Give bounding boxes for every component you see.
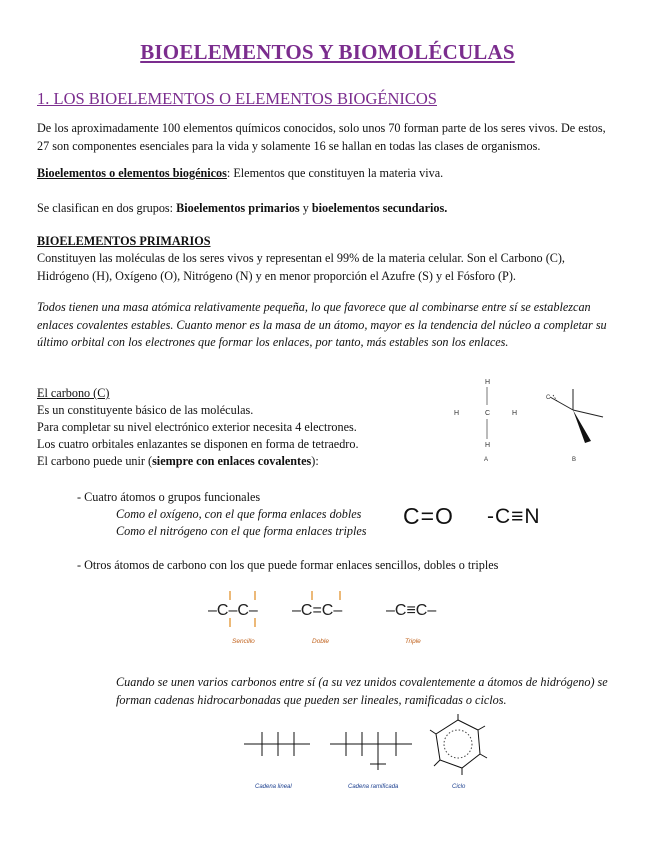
carbono-line-1: Es un constituyente básico de las moléculas. — [37, 403, 254, 417]
double-bond-formula: –C=C– — [292, 602, 343, 619]
definition-paragraph — [37, 165, 617, 183]
hydrocarbon-chains-figure — [240, 712, 500, 794]
triple-bond-label: Triple — [405, 638, 421, 645]
primarios-heading: BIOELEMENTOS PRIMARIOS — [37, 234, 211, 248]
carbono-line-4-bold: siempre con enlaces covalentes — [152, 454, 312, 468]
linear-chain — [244, 732, 310, 756]
groups-secondary: bioelementos secundarios. — [311, 201, 448, 215]
carbono-line-2: Para completar su nivel electrónico exterior necesita 4 electrones. — [37, 420, 357, 434]
linear-chain-label: Cadena lineal — [255, 784, 292, 790]
carbono-line-4-end: ): — [311, 454, 319, 468]
carbon-bonds-figure — [200, 585, 460, 647]
double-bond-label: Doble — [312, 638, 329, 645]
triple-bond-formula: –C≡C– — [386, 602, 437, 619]
tetra-3d-c: C — [546, 395, 551, 401]
groups-intro: Se clasifican en dos grupos: — [37, 201, 177, 215]
tetra-h-top: H — [485, 379, 491, 386]
tetra-c: C — [485, 410, 491, 417]
chains-paragraph: Cuando se unen varios carbonos entre sí (a su vez unidos covalentemente a átomos de hidrógeno) se forman cadenas hidrocarbonadas que pueden ser lineales, ramificadas o ciclos. — [116, 675, 608, 707]
groups-primary: Bioelementos primarios — [176, 201, 300, 215]
definition-term: Bioelementos o elementos biogénicos — [37, 166, 227, 180]
ring-chain-label: Ciclo — [452, 784, 466, 790]
carbono-heading: El carbono (C) — [37, 386, 110, 400]
planar-carbon-diagram — [454, 379, 517, 463]
branched-chain — [330, 732, 412, 770]
triple-bond — [386, 602, 436, 645]
double-bond — [292, 591, 342, 645]
single-bond-label: Sencillo — [232, 638, 255, 645]
tetrahedral-carbon-figure — [445, 375, 625, 465]
carbono-line-4 — [37, 453, 319, 470]
primarios-paragraph: Constituyen las moléculas de los seres vivos y representan el 99% de la materia celular. Son el Carbono (C), Hidrógeno (H), Oxígeno (O), Nitrógeno (N) y en menor proporción el Azufre (S) y el Fósforo (P). — [37, 251, 565, 283]
branched-chain-label: Cadena ramificada — [348, 784, 399, 790]
nitrile-formula: -C≡N — [487, 505, 541, 528]
bullet-carbon-bonds: - Otros átomos de carbono con los que puede formar enlaces sencillos, dobles o triples — [77, 558, 499, 572]
tetra-h-right: H — [512, 410, 518, 417]
bullet-nitrogen: Como el nitrógeno con el que forma enlaces triples — [116, 524, 367, 538]
groups-connector: y — [299, 201, 312, 215]
tetra-h-left: H — [454, 410, 460, 417]
single-bond — [208, 591, 258, 645]
carbono-line-3: Los cuatro orbitales enlazantes se disponen en forma de tetraedro. — [37, 437, 359, 451]
tetra-h-bottom: H — [485, 442, 491, 449]
italic-paragraph: Todos tienen una masa atómica relativamente pequeña, lo que favorece que al combinarse entre sí se establezcan enlaces covalentes estables. Cuanto menor es la masa de un átomo, mayor es la tendencia del núcleo a completar su último orbital con los electrones que formar los enlaces, por tanto, más estables son los enlaces. — [37, 300, 607, 349]
single-bond-formula: –C–C– — [208, 602, 258, 619]
definition-text: : Elementos que constituyen la materia viva. — [226, 166, 444, 180]
groups-paragraph — [37, 200, 617, 218]
intro-paragraph: De los aproximadamente 100 elementos químicos conocidos, solo unos 70 forman parte de los seres vivos. De estos, 27 son componentes esenciales para la vida y solamente 16 se hallan en todas las clases de organismos. — [37, 121, 606, 153]
bullet-oxygen: Como el oxígeno, con el que forma enlaces dobles — [116, 507, 362, 521]
tetra-label-a: A — [484, 457, 489, 463]
ring-chain — [430, 714, 487, 775]
section-heading: 1. LOS BIOELEMENTOS O ELEMENTOS BIOGÉNICOS — [37, 89, 437, 108]
3d-carbon-diagram — [546, 389, 603, 463]
tetra-label-b: B — [572, 457, 577, 463]
document-title: BIOELEMENTOS Y BIOMOLÉCULAS — [140, 40, 515, 64]
carbono-line-4-start: El carbono puede unir ( — [37, 454, 153, 468]
bullet-functional-groups: - Cuatro átomos o grupos funcionales — [77, 490, 261, 504]
carbonyl-formula: C=O — [403, 503, 454, 529]
